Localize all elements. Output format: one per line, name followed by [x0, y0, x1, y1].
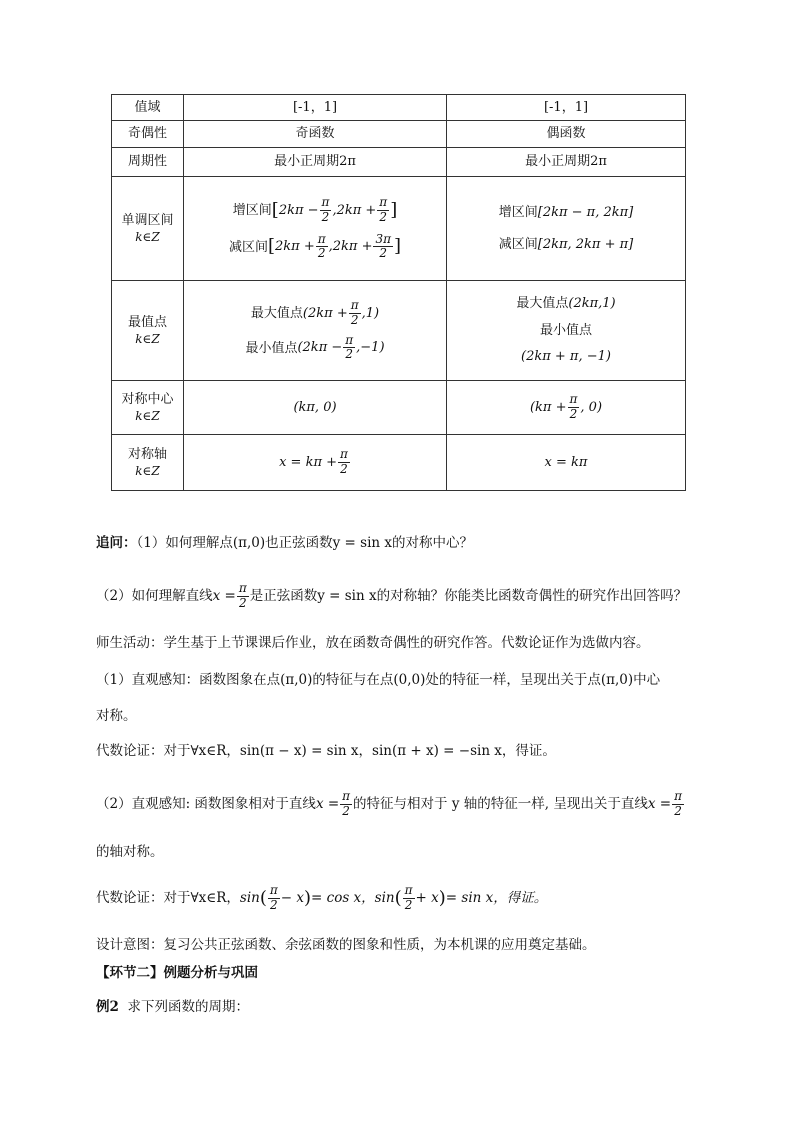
design-intent: 设计意图：复习公共正弦函数、余弦函数的图象和性质，为本机课的应用奠定基础。 — [96, 937, 596, 953]
row-label: 奇偶性 — [112, 121, 184, 148]
table-row — [112, 95, 686, 121]
perception-2-cont: 的轴对称。 — [96, 844, 164, 860]
sin-period: 最小正周期2π — [184, 148, 447, 177]
question-1: 追问：（1）如何理解点(π,0)也正弦函数y = sin x的对称中心？ — [96, 535, 473, 551]
perception-1: （1）直观感知：函数图象在点(π,0)的特征与在点(0,0)处的特征一样，呈现出关于点(π,0)中心 — [96, 672, 661, 688]
cos-extremes: 最大值点(2kπ,1) 最小值点 (2kπ + π, −1) — [447, 281, 686, 381]
perception-1-cont: 对称。 — [96, 708, 137, 724]
table-row — [112, 281, 686, 381]
row-label: 对称轴 k∈Z — [112, 435, 184, 491]
row-label: 最值点 k∈Z — [112, 281, 184, 381]
table-row — [112, 121, 686, 148]
proof-1: 代数论证：对于∀x∈R，sin(π − x) = sin x，sin(π + x) = −sin x，得证。 — [96, 743, 556, 759]
perception-2: （2）直观感知: 函数图象相对于直线x = $\frac{\pi}{2}$ 的特征与相对于 y 轴的特征一样, 呈现出关于直线x = $\frac{\pi}{2}$ — [96, 789, 682, 818]
cos-parity: 偶函数 — [447, 121, 686, 148]
sin-symmetry-axis: x = kπ + $\frac{\pi}{2}$ — [184, 435, 447, 491]
cos-monotonic: 增区间[2kπ − π, 2kπ] 减区间[2kπ, 2kπ + π] — [447, 177, 686, 281]
cos-period: 最小正周期2π — [447, 148, 686, 177]
section-heading: 【环节二】例题分析与巩固 — [96, 965, 258, 981]
cos-symmetry-axis: x = kπ — [447, 435, 686, 491]
sin-symmetry-center: (kπ, 0) — [184, 381, 447, 435]
sin-parity: 奇函数 — [184, 121, 447, 148]
table-row — [112, 177, 686, 281]
table-row — [112, 381, 686, 435]
example-2: 例2 求下列函数的周期： — [96, 999, 249, 1015]
proof-2: 代数论证：对于∀x∈R，sin( $\frac{\pi}{2}$ − x)= cos x，sin( $\frac{\pi}{2}$ + x)= sin x，得证。 — [96, 883, 548, 912]
row-label: 周期性 — [112, 148, 184, 177]
table-row — [112, 148, 686, 177]
row-label: 值域 — [112, 95, 184, 121]
activity-text: 师生活动：学生基于上节课课后作业，放在函数奇偶性的研究作答。代数论证作为选做内容。 — [96, 635, 650, 651]
sin-extremes: 最大值点(2kπ + $\frac{\pi}{2}$ ,1) 最小值点(2kπ − $\frac{\pi}{2}$ ,−1) — [184, 281, 447, 381]
cos-range: [-1，1] — [447, 95, 686, 121]
sin-range: [-1，1] — [184, 95, 447, 121]
row-label: 单调区间 k∈Z — [112, 177, 184, 281]
trig-properties-table — [111, 94, 686, 491]
table-row — [112, 435, 686, 491]
row-label: 对称中心 k∈Z — [112, 381, 184, 435]
sin-monotonic: 增区间[2kπ − $\frac{\pi}{2}$ ,2kπ + $\frac{\pi}{2}$ ] 减区间[2kπ + $\frac{\pi}{2}$ ,2kπ + $\frac{3\pi}{2}$ ] — [184, 177, 447, 281]
question-2: （2）如何理解直线x = $\frac{\pi}{2}$ 是正弦函数y = sin x的对称轴？你能类比函数奇偶性的研究作出回答吗？ — [96, 581, 688, 610]
cos-symmetry-center: (kπ + $\frac{\pi}{2}$ , 0) — [447, 381, 686, 435]
